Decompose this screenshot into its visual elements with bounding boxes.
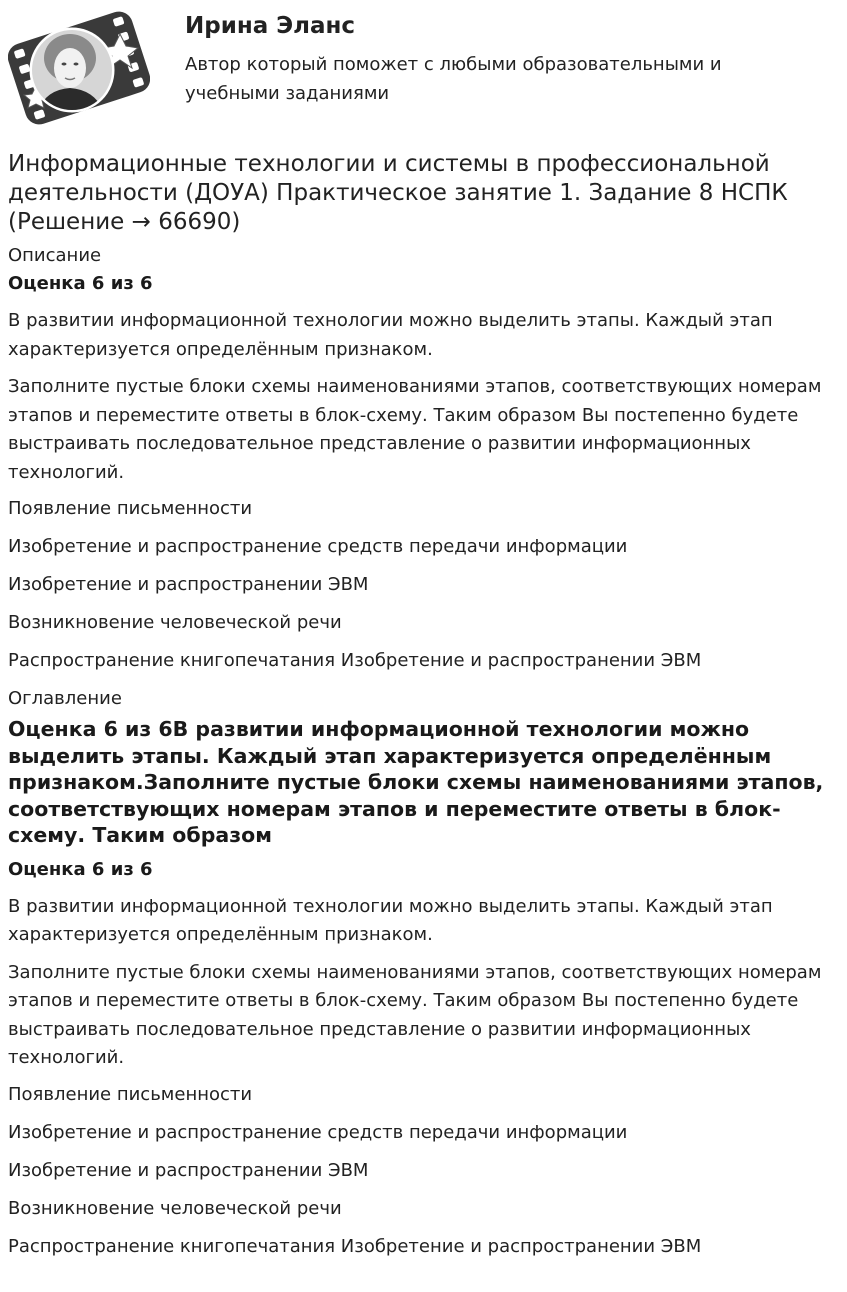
description-item: Изобретение и распространение средств передачи информации [8, 536, 628, 557]
toc-heading: Оценка 6 из 6В развитии информационной технологии можно выделить этапы. Каждый этап характеризуется определённым признаком.Заполните пустые блоки схемы наименованиями этапов, соответствующих номерам этапов и переместите ответы в блок-схему. Таким образом [8, 717, 824, 847]
main-content [8, 150, 840, 1272]
description-paragraph: В развитии информационной технологии можно выделить этапы. Каждый этап характеризуется определённым признаком. [8, 310, 773, 360]
toc-item: Изобретение и распространение средств передачи информации [8, 1121, 628, 1143]
page-title: Информационные технологии и системы в профессиональной деятельности (ДОУА) Практическое занятие 1. Задание 8 НСПК (Решение → 66690) [8, 151, 788, 235]
toc-item: Распространение книгопечатания Изобретение и распространении ЭВМ [8, 1235, 702, 1257]
toc-item: Появление письменности [8, 1083, 253, 1105]
description-item: Распространение книгопечатания Изобретение и распространении ЭВМ [8, 650, 702, 671]
description-rating: Оценка 6 из 6 [8, 273, 153, 294]
author-card [0, 0, 847, 135]
author-avatar-photo-icon [8, 8, 150, 128]
description-paragraph: Заполните пустые блоки схемы наименованиями этапов, соответствующих номерам этапов и переместите ответы в блок-схему. Таким образом Вы постепенно будете выстраивать последовательное представление о развитии информационных технологий. [8, 376, 822, 483]
toc-item: Изобретение и распространении ЭВМ [8, 1159, 369, 1181]
author-description: Автор который поможет с любыми образовательными и учебными заданиями [185, 54, 722, 104]
description-item: Появление письменности [8, 498, 253, 519]
description-item: Возникновение человеческой речи [8, 612, 342, 633]
author-name: Ирина Эланс [185, 13, 356, 39]
toc-rating: Оценка 6 из 6 [8, 858, 153, 880]
toc-item: Возникновение человеческой речи [8, 1197, 342, 1219]
toc-paragraph: Заполните пустые блоки схемы наименованиями этапов, соответствующих номерам этапов и переместите ответы в блок-схему. Таким образом Вы постепенно будете выстраивать последовательное представление о развитии информационных технологий. [8, 961, 822, 1068]
toc-paragraph: В развитии информационной технологии можно выделить этапы. Каждый этап характеризуется определённым признаком. [8, 895, 773, 945]
description-label: Описание [8, 245, 102, 266]
toc-label: Оглавление [8, 688, 122, 709]
description-item: Изобретение и распространении ЭВМ [8, 574, 369, 595]
